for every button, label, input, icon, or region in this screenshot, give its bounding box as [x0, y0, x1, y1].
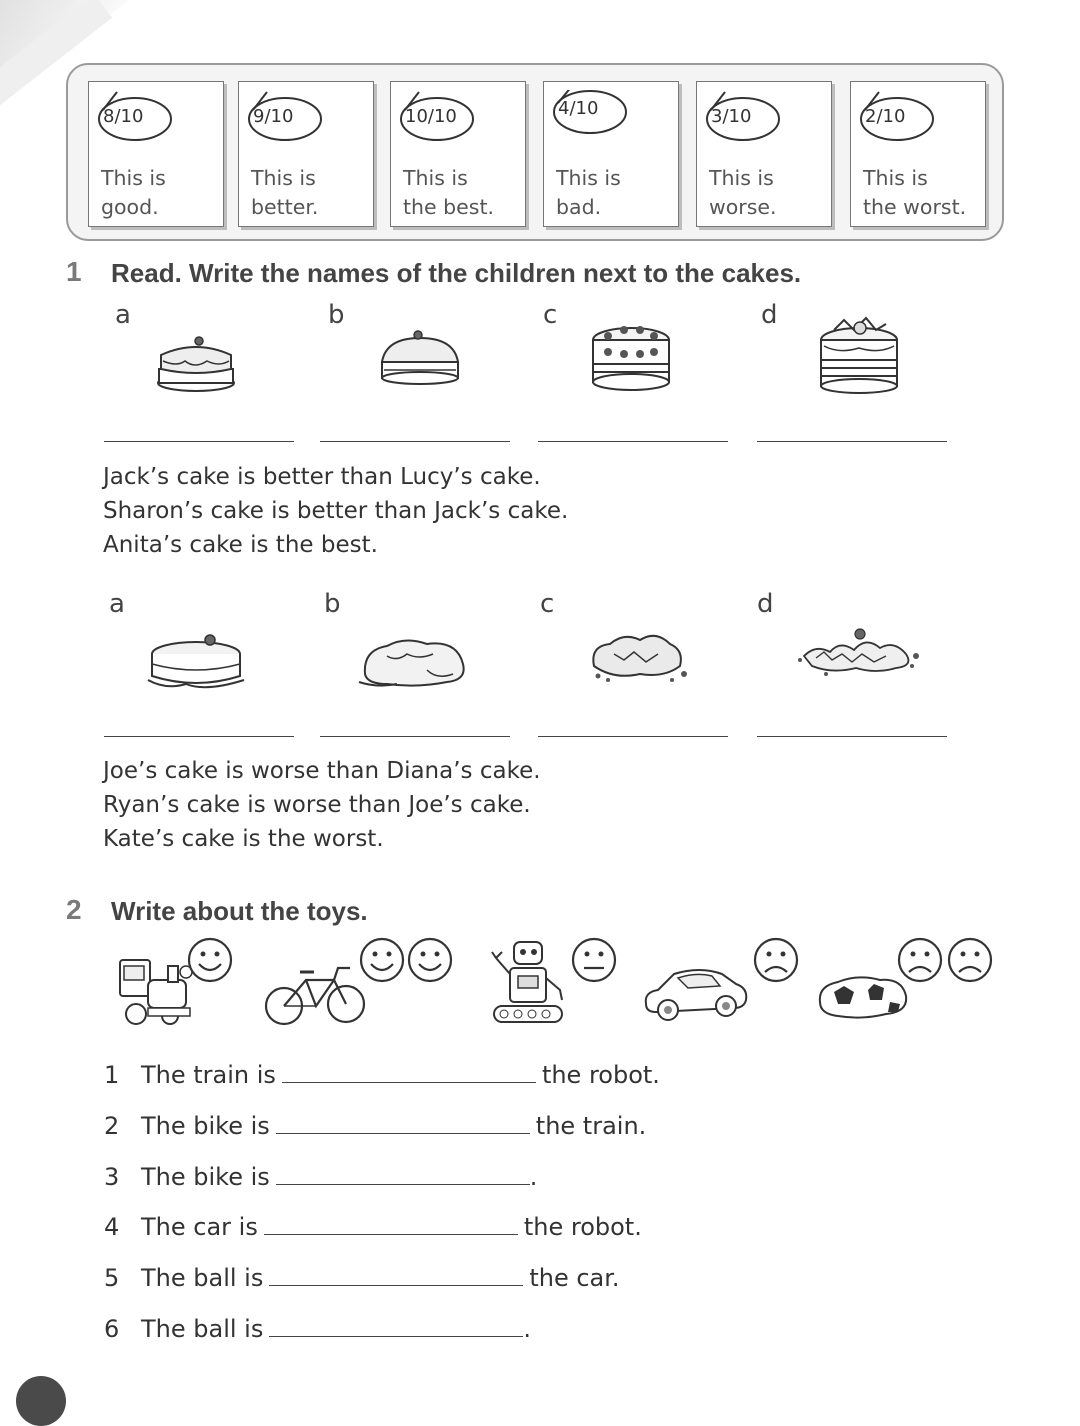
score-value: 8/10	[103, 106, 144, 127]
exercise-item	[104, 1162, 537, 1191]
item-end: the robot.	[523, 1213, 642, 1241]
cake-letter: b	[328, 300, 345, 330]
exercise-number: 2	[66, 894, 82, 925]
score-value: 9/10	[253, 106, 294, 127]
robot-icon	[488, 938, 568, 1028]
answer-blank[interactable]	[276, 1162, 530, 1185]
exercise-instruction: Read. Write the names of the children next to the cakes.	[111, 258, 802, 288]
score-card-bad	[543, 81, 679, 227]
item-end: the train.	[535, 1112, 647, 1140]
item-start: The ball is	[141, 1315, 264, 1343]
exercise-item	[104, 1314, 531, 1343]
cake-letter: d	[757, 589, 774, 619]
cake-image-b	[378, 328, 462, 388]
cake-image-crumbs-d	[796, 626, 922, 682]
answer-line[interactable]	[320, 441, 510, 442]
score-description: This is good.	[101, 166, 166, 219]
score-examples-panel	[66, 63, 1004, 241]
neutral-face-icon	[570, 936, 618, 984]
score-card-better	[238, 81, 374, 227]
answer-line[interactable]	[320, 736, 510, 737]
cake-image-a	[155, 333, 237, 395]
item-number: 1	[104, 1061, 120, 1089]
happy-face-icon	[186, 936, 234, 984]
item-end: .	[529, 1163, 538, 1191]
exercise-item	[104, 1263, 620, 1292]
cake-letter: a	[109, 589, 125, 619]
clue-sentence: Anita’s cake is the best.	[103, 532, 378, 558]
cake-letter: c	[543, 300, 558, 330]
cake-image-flat-a	[146, 632, 246, 692]
score-description: This is worse.	[709, 166, 777, 219]
score-description: This is the worst.	[863, 166, 967, 219]
clue-sentence: Sharon’s cake is better than Jack’s cake.	[103, 498, 569, 524]
item-start: The train is	[141, 1061, 276, 1089]
answer-blank[interactable]	[282, 1060, 536, 1083]
answer-line[interactable]	[757, 736, 947, 737]
item-number: 2	[104, 1112, 120, 1140]
answer-blank[interactable]	[269, 1263, 523, 1286]
bike-icon	[262, 962, 368, 1028]
clue-sentence: Jack’s cake is better than Lucy’s cake.	[103, 464, 541, 490]
score-card-worst	[850, 81, 986, 227]
cake-image-squashed-b	[357, 630, 471, 690]
answer-line[interactable]	[757, 441, 947, 442]
item-end: .	[523, 1315, 531, 1343]
exercise-item	[104, 1111, 646, 1140]
cake-letter: b	[324, 589, 341, 619]
car-icon	[640, 960, 750, 1026]
cake-image-c	[588, 322, 674, 392]
exercise-item	[104, 1212, 642, 1241]
score-card-worse	[696, 81, 832, 227]
exercise-instruction: Write about the toys.	[111, 896, 368, 926]
item-number: 6	[104, 1315, 120, 1343]
item-number: 3	[104, 1163, 120, 1191]
item-number: 4	[104, 1213, 120, 1241]
answer-line[interactable]	[104, 736, 294, 737]
cake-letter: a	[115, 300, 131, 330]
clue-sentence: Ryan’s cake is worse than Joe’s cake.	[103, 792, 531, 818]
score-value: 2/10	[865, 106, 906, 127]
exercise-item	[104, 1060, 660, 1089]
sad-face-icon	[946, 936, 994, 984]
happy-face-icon	[406, 936, 454, 984]
answer-blank[interactable]	[276, 1111, 530, 1134]
item-start: The car is	[141, 1213, 258, 1241]
score-value: 3/10	[711, 106, 752, 127]
item-start: The ball is	[141, 1264, 264, 1292]
answer-line[interactable]	[538, 736, 728, 737]
item-end: the car.	[529, 1264, 620, 1292]
answer-blank[interactable]	[264, 1212, 518, 1235]
page-number-badge	[16, 1376, 66, 1426]
train-icon	[112, 952, 196, 1030]
answer-blank[interactable]	[269, 1314, 523, 1337]
happy-face-icon	[358, 936, 406, 984]
clue-sentence: Kate’s cake is the worst.	[103, 826, 384, 852]
cake-letter: c	[540, 589, 555, 619]
score-value: 4/10	[558, 98, 599, 119]
score-card-best	[390, 81, 526, 227]
cake-letter: d	[761, 300, 778, 330]
answer-line[interactable]	[104, 441, 294, 442]
answer-line[interactable]	[538, 441, 728, 442]
score-card-good	[88, 81, 224, 227]
exercise-number: 1	[66, 256, 82, 287]
cake-image-d	[814, 316, 904, 396]
sad-face-icon	[896, 936, 944, 984]
sad-face-icon	[752, 936, 800, 984]
cake-image-crumbled-c	[584, 626, 696, 686]
item-start: The bike is	[141, 1163, 270, 1191]
item-end: the robot.	[541, 1061, 660, 1089]
score-description: This is better.	[251, 166, 319, 219]
item-start: The bike is	[141, 1112, 270, 1140]
score-description: This is the best.	[403, 166, 495, 219]
item-number: 5	[104, 1264, 120, 1292]
clue-sentence: Joe’s cake is worse than Diana’s cake.	[103, 758, 541, 784]
score-value: 10/10	[405, 106, 457, 127]
score-description: This is bad.	[556, 166, 621, 219]
